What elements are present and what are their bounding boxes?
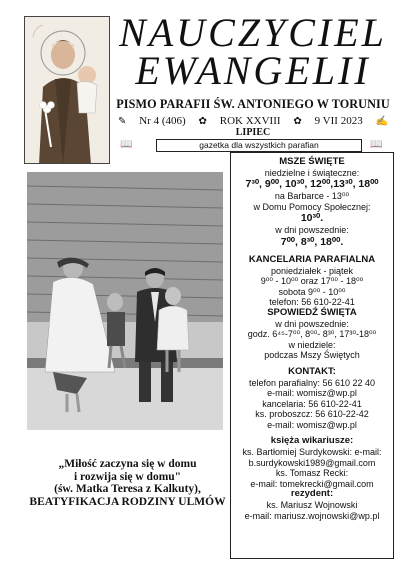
contact-office-phone: kancelaria: 56 610-22-41 — [262, 398, 362, 409]
star-ornament-icon: ✿ — [198, 115, 207, 127]
contact-phone: telefon parafialny: 56 610 22 40 — [248, 377, 376, 388]
confession-weekday-label: w dni powszednie: — [275, 318, 349, 329]
saint-anthony-illustration — [25, 17, 110, 164]
office-phone: telefon: 56 610-22-41 — [269, 297, 355, 308]
vicar-1-email[interactable]: b.surdykowski1989@gmail.com — [248, 457, 376, 468]
family-photo — [27, 172, 223, 430]
office-hours: 9⁰⁰ - 10⁰⁰ oraz 17⁰⁰ - 18⁰⁰ — [260, 276, 364, 287]
gazette-tagline: gazetka dla wszystkich parafian — [156, 139, 362, 152]
quote-attribution: (św. Matka Teresa z Kalkuty), — [54, 483, 201, 495]
office-saturday: sobota 9⁰⁰ - 10⁰⁰ — [278, 286, 346, 297]
confession-sunday-times: podczas Mszy Świętych — [264, 350, 360, 361]
confession-sunday-label: w niedziele: — [288, 339, 336, 350]
vicar-2-name: ks. Tomasz Recki: — [275, 468, 349, 479]
issue-info-row — [112, 114, 394, 128]
confession-weekday-times: godz. 6⁴⁵-7⁰⁰, 8⁰⁰- 8³⁰, 17³⁰-18⁰⁰ — [247, 329, 377, 340]
quote-block — [10, 458, 245, 508]
confession-heading: SPOWIEDŹ ŚWIĘTA — [267, 306, 357, 318]
book-icon: 📖 — [120, 139, 133, 150]
contact-pastor-phone: ks. proboszcz: 56 610-22-42 — [255, 409, 369, 420]
sunday-mass-times: 7³⁰, 9⁰⁰, 10³⁰, 12⁰⁰,13³⁰, 18⁰⁰ — [245, 178, 379, 191]
star-ornament-icon: ✿ — [293, 115, 302, 127]
parish-info-box — [230, 152, 394, 559]
contact-email[interactable]: e-mail: womisz@wp.pl — [267, 388, 357, 399]
nursing-home-time: 10³⁰. — [300, 212, 324, 225]
saint-anthony-image — [24, 16, 110, 164]
publication-title — [112, 10, 394, 93]
issue-month: LIPIEC — [235, 127, 271, 138]
book-icon: 📖 — [370, 139, 383, 150]
issue-number: Nr 4 (406) — [139, 115, 186, 127]
weekday-mass-times: 7⁰⁰, 8³⁰, 18⁰⁰. — [280, 235, 344, 248]
office-days: poniedziałek - piątek — [270, 265, 354, 276]
weekday-label: w dni powszednie: — [275, 225, 349, 236]
sunday-label: niedzielne i świąteczne: — [264, 167, 360, 178]
title-line-1: NAUCZYCIEL — [119, 10, 387, 55]
barbarka-mass: na Barbarce - 13⁰⁰ — [274, 191, 350, 202]
contact-heading: KONTAKT: — [288, 365, 336, 377]
vicars-heading: księża wikariusze: — [270, 435, 354, 447]
beatification-headline: BEATYFIKACJA RODZINY ULMÓW — [29, 495, 226, 508]
office-heading: KANCELARIA PARAFIALNA — [248, 253, 376, 265]
resident-heading: rezydent: — [290, 488, 334, 500]
resident-name: ks. Mariusz Wojnowski — [266, 500, 358, 511]
nursing-home-label: w Domu Pomocy Społecznej: — [253, 201, 371, 212]
quill-icon: ✍ — [375, 115, 388, 127]
title-line-2: EWANGELII — [135, 48, 371, 93]
quote-line-2: i rozwija się w domu" — [73, 470, 182, 483]
parish-subtitle: PISMO PARAFII ŚW. ANTONIEGO W TORUNIU — [116, 97, 390, 111]
issue-date: 9 VII 2023 — [314, 115, 363, 127]
masses-heading: MSZE ŚWIĘTE — [279, 156, 345, 167]
family-photo-illustration — [27, 172, 223, 430]
quote-line-1: „Miłość zaczyna się w domu — [58, 458, 197, 470]
vicar-2-email[interactable]: e-mail: tomekrecki@gmail.com — [250, 478, 374, 489]
contact-email-2[interactable]: e-mail: womisz@wp.pl — [267, 419, 357, 430]
volume: ROK XXVIII — [219, 115, 281, 127]
quill-icon: ✎ — [118, 115, 127, 127]
vicar-1-name: ks. Bartłomiej Surdykowski: e-mail: — [242, 447, 382, 458]
resident-email[interactable]: e-mail: mariusz.wojnowski@wp.pl — [244, 510, 380, 521]
